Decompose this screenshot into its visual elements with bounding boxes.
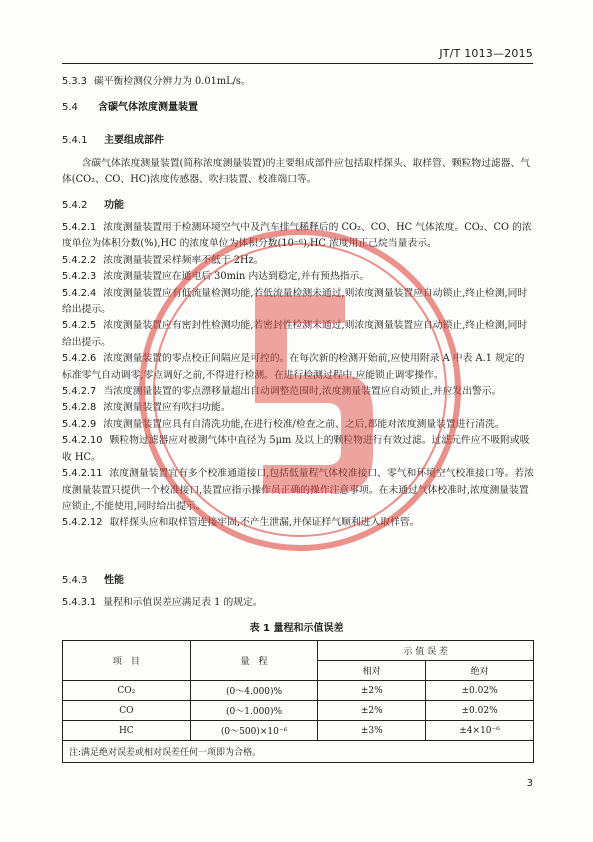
clause-number: 5.4.3.1 — [62, 597, 97, 608]
section-number: 5.4.1 — [62, 135, 88, 146]
clause-number: 5.4.2.1 — [62, 222, 97, 233]
table-row — [63, 701, 534, 721]
clause-text: 浓度测量装置应有低流量检测功能,若低流量检测未通过,则浓度测量装置应自动锁止,终止检测,同时给出提示。 — [62, 287, 528, 316]
clause-number: 5.4.2.8 — [62, 402, 97, 414]
section-5-4-1-body: 含碳气体浓度测量装置(简称浓度测量装置)的主要组成部件应包括取样探头、取样管、颗粒物过滤器、气体(CO₂、CO、HC)浓度传感器、吹扫装置、校准端口等。 — [62, 158, 531, 186]
cell-item: CO — [63, 701, 191, 721]
clause-item — [62, 351, 534, 384]
clause-text: 量程和示值误差应满足表 1 的规定。 — [103, 597, 263, 608]
clause-number: 5.4.2.3 — [62, 271, 97, 283]
clause-number: 5.4.2.10 — [62, 435, 103, 447]
clause-item — [62, 417, 534, 433]
section-number: 5.4.2 — [62, 200, 88, 211]
clause-item — [62, 318, 534, 351]
cell-range: (0～4.000)% — [190, 681, 318, 701]
cell-item: HC — [63, 721, 191, 741]
range-error-table — [62, 640, 534, 763]
cell-relative: ±2% — [318, 681, 426, 701]
section-5-4-2-heading — [62, 198, 534, 214]
cell-absolute: ±0.02% — [426, 701, 534, 721]
clause-item — [62, 269, 534, 285]
clause-number: 5.4.2.6 — [62, 353, 97, 365]
cell-relative: ±2% — [318, 701, 426, 721]
cell-range: (0～500)×10⁻⁶ — [190, 721, 318, 741]
table-caption: 表 1 量程和示值误差 — [249, 623, 344, 634]
section-title: 功能 — [104, 200, 124, 211]
clause-item — [62, 515, 534, 531]
clause-text: 浓度测量装置应具有自清洗功能,在进行校准/检查之前、之后,都能对浓度测量装置进行清洗。 — [103, 418, 505, 430]
section-title: 主要组成部件 — [104, 135, 164, 146]
clause-item — [62, 253, 534, 269]
clause-item — [62, 286, 534, 319]
table-note: 注:满足绝对误差或相对误差任何一项即为合格。 — [63, 741, 534, 763]
section-number: 5.4 — [62, 102, 78, 113]
clause-number: 5.4.2.5 — [62, 320, 97, 332]
clause-number: 5.4.2.4 — [62, 287, 97, 299]
cell-relative: ±3% — [318, 721, 426, 741]
clause-item — [62, 400, 534, 416]
standard-number: JT/T 1013—2015 — [439, 47, 533, 60]
clause-text: 碳平衡检测仪分辨力为 0.01mL/s。 — [93, 76, 251, 87]
clause-item — [62, 466, 534, 515]
clause-item — [62, 433, 534, 466]
section-title: 含碳气体浓度测量装置 — [98, 102, 198, 113]
clause-text: 浓度测量装置用于检测环境空气中及汽车排气稀释后的 CO₂、CO、HC 气体浓度。CO₂、CO 的浓度单位为体积分数(%),HC 的浓度单位为体积分数(10⁻⁶),HC 浓度用正己烷当量表示。 — [62, 222, 532, 250]
header-relative: 相对 — [318, 661, 426, 681]
function-clause-list — [62, 220, 534, 532]
section-5-4-3-heading — [62, 573, 534, 589]
clause-text: 浓度测量装置采样频率不低于 2Hz。 — [103, 254, 264, 266]
clause-item — [62, 220, 534, 253]
clause-text: 浓度测量装置宜有多个校准通道接口,包括低量程气体校准接口、零气和环境空气校准接口等。若浓度测量装置只提供一个校准接口,装置应指示操作员正确的操作注意事项。在未通过气体校准时,浓度测量装置应锁止,不能使用,同时给出提示。 — [62, 468, 534, 512]
clause-number: 5.4.2.11 — [62, 468, 103, 480]
page-number: 3 — [526, 778, 533, 789]
cell-item: CO₂ — [63, 681, 191, 701]
clause-number: 5.4.2.9 — [62, 418, 97, 430]
header-item: 项 目 — [63, 641, 191, 681]
clause-item — [62, 384, 534, 400]
header-range: 量 程 — [190, 641, 318, 681]
table-row — [63, 721, 534, 741]
clause-text: 取样探头应和取样管连接牢固,不产生泄漏,并保证样气顺利进入取样管。 — [109, 517, 420, 529]
clause-text: 浓度测量装置应有吹扫功能。 — [103, 402, 231, 414]
section-title: 性能 — [104, 575, 124, 586]
section-number: 5.4.3 — [62, 575, 88, 586]
clause-number: 5.4.2.7 — [62, 386, 97, 398]
clause-5-3-3 — [62, 74, 534, 90]
clause-text: 浓度测量装置应在通电后 30min 内达到稳定,并有预热指示。 — [103, 271, 370, 283]
header-rule — [62, 63, 533, 64]
clause-text: 当浓度测量装置的零点漂移量超出自动调整范围时,浓度测量装置应自动锁止,并应发出警示。 — [103, 386, 502, 398]
clause-number: 5.4.2.2 — [62, 254, 97, 266]
clause-text: 浓度测量装置应有密封性检测功能,若密封性检测未通过,则浓度测量装置应自动锁止,终止检测,同时给出提示。 — [62, 320, 528, 348]
header-absolute: 绝对 — [426, 661, 534, 681]
clause-number: 5.4.2.12 — [62, 517, 103, 529]
table-row — [63, 681, 534, 701]
header-error: 示 值 误 差 — [318, 641, 534, 661]
cell-absolute: ±4×10⁻⁶ — [426, 721, 534, 741]
section-5-4-heading — [62, 100, 534, 116]
clause-text: 浓度测量装置的零点校正间隔应是可控的。在每次新的检测开始前,应使用附录 A 中表 A.1 规定的标准零气自动调零,零点调好之前,不得进行检测。在进行检测过程中,应能锁止调零操作。 — [62, 353, 525, 381]
clause-5-4-3-1 — [62, 595, 534, 611]
section-5-4-1-heading — [62, 133, 534, 149]
cell-range: (0～1.000)% — [190, 701, 318, 721]
clause-number: 5.3.3 — [62, 76, 87, 87]
cell-absolute: ±0.02% — [426, 681, 534, 701]
clause-text: 颗粒物过滤器应对被测气体中直径为 5μm 及以上的颗粒物进行有效过滤。过滤元件应不吸附或吸收 HC。 — [62, 435, 530, 463]
